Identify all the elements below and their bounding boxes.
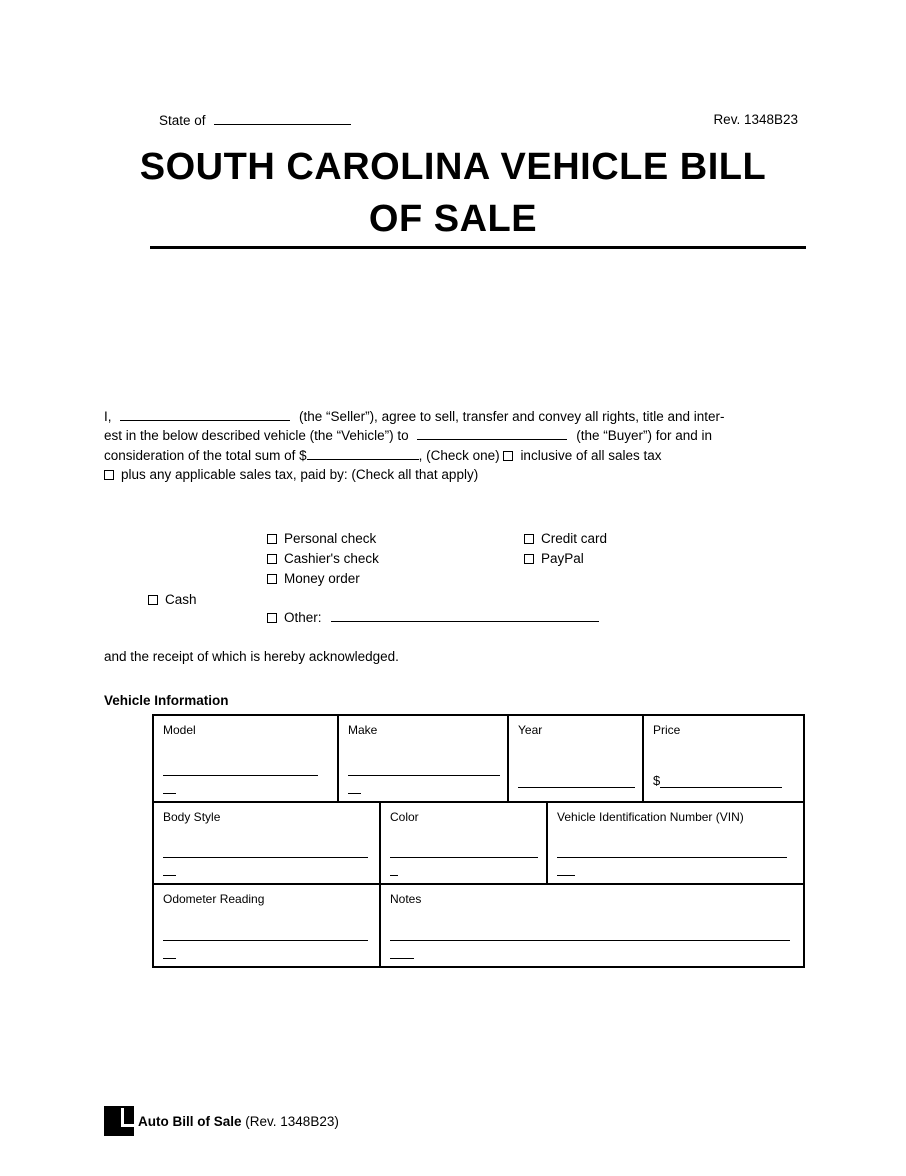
intro-line-1 [104, 407, 824, 426]
plus-sales-tax-checkbox[interactable] [104, 470, 114, 480]
odometer-label: Odometer Reading [163, 892, 265, 906]
vehicle-information-heading: Vehicle Information [104, 693, 229, 708]
make-label: Make [348, 723, 378, 737]
seller-name-fill-line[interactable] [120, 408, 290, 421]
vin-cell [548, 803, 803, 883]
notes-cell [381, 885, 803, 966]
table-row [154, 803, 803, 885]
inclusive-sales-tax-label: inclusive of all sales tax [520, 447, 662, 463]
buyer-name-fill-line[interactable] [417, 427, 567, 440]
model-fill-line[interactable] [163, 775, 318, 776]
cash-checkbox[interactable] [148, 595, 158, 605]
body-style-fill-line[interactable] [163, 857, 368, 858]
title-divider [150, 246, 806, 249]
state-of-line [159, 112, 351, 128]
credit-card-checkbox[interactable] [524, 534, 534, 544]
payment-option-cashiers-check [267, 551, 379, 566]
other-checkbox[interactable] [267, 613, 277, 623]
color-label: Color [390, 810, 419, 824]
intro-text: consideration of the total sum of $ [104, 447, 307, 463]
receipt-acknowledgment: and the receipt of which is hereby acknowledged. [104, 649, 399, 664]
price-fill-line[interactable] [660, 787, 782, 788]
price-cell [644, 716, 803, 801]
table-row [154, 885, 803, 966]
odometer-fill-line-2[interactable] [163, 958, 176, 959]
brand-logo-icon [104, 1106, 134, 1136]
year-cell [509, 716, 644, 801]
color-cell [381, 803, 548, 883]
notes-label: Notes [390, 892, 422, 906]
page-title-line2: OF SALE [368, 198, 538, 240]
inclusive-sales-tax-checkbox[interactable] [503, 451, 513, 461]
notes-fill-line[interactable] [390, 940, 790, 941]
body-style-fill-line-2[interactable] [163, 875, 176, 876]
vehicle-information-table [152, 714, 805, 968]
state-fill-line[interactable] [214, 112, 351, 125]
make-cell [339, 716, 509, 801]
intro-text: , (Check one) [418, 447, 500, 463]
year-label: Year [518, 723, 543, 737]
cashiers-check-label: Cashier's check [284, 551, 379, 566]
color-fill-line[interactable] [390, 857, 538, 858]
other-fill-line[interactable] [331, 609, 599, 622]
money-order-label: Money order [284, 571, 360, 586]
payment-option-personal-check [267, 531, 376, 546]
intro-text: (the “Seller”), agree to sell, transfer and convey all rights, title and inter- [299, 409, 725, 424]
payment-option-cash [148, 592, 197, 607]
intro-line-3 [104, 446, 824, 465]
odometer-cell [154, 885, 381, 966]
intro-line-2 [104, 426, 824, 445]
intro-line-4 [104, 465, 824, 484]
credit-card-label: Credit card [541, 531, 608, 546]
vin-label: Vehicle Identification Number (VIN) [557, 810, 744, 824]
table-row [154, 716, 803, 803]
footer-text [138, 1114, 339, 1129]
intro-paragraph [104, 407, 824, 485]
color-fill-line-2[interactable] [390, 875, 398, 876]
vin-fill-line[interactable] [557, 857, 787, 858]
revision-label: Rev. 1348B23 [713, 112, 798, 127]
year-fill-line[interactable] [518, 787, 635, 788]
price-dollar-sign: $ [653, 773, 661, 788]
make-fill-line[interactable] [348, 775, 500, 776]
paypal-label: PayPal [541, 551, 584, 566]
intro-text: est in the below described vehicle (the “Vehicle”) to [104, 428, 409, 444]
make-fill-line-2[interactable] [348, 793, 361, 794]
payment-option-money-order [267, 571, 360, 586]
model-cell [154, 716, 339, 801]
intro-text: I, [104, 409, 112, 424]
price-label: Price [653, 723, 681, 737]
payment-option-other [267, 609, 599, 625]
personal-check-label: Personal check [284, 531, 377, 546]
body-style-label: Body Style [163, 810, 221, 824]
model-fill-line-2[interactable] [163, 793, 176, 794]
model-label: Model [163, 723, 196, 737]
payment-option-credit-card [524, 531, 607, 546]
money-order-checkbox[interactable] [267, 574, 277, 584]
payment-methods [0, 525, 906, 635]
odometer-fill-line[interactable] [163, 940, 368, 941]
body-style-cell [154, 803, 381, 883]
payment-option-paypal [524, 551, 584, 566]
notes-fill-line-2[interactable] [390, 958, 414, 959]
page-title-line1: SOUTH CAROLINA VEHICLE BILL [139, 146, 767, 188]
state-of-label: State of [159, 113, 206, 128]
total-sum-fill-line[interactable] [307, 447, 419, 460]
footer-brand-name: Auto Bill of Sale [138, 1113, 242, 1129]
footer-revision: (Rev. 1348B23) [245, 1113, 339, 1129]
cashiers-check-checkbox[interactable] [267, 554, 277, 564]
other-label: Other: [284, 610, 322, 625]
cash-label: Cash [165, 592, 197, 607]
page-title [100, 141, 806, 245]
paypal-checkbox[interactable] [524, 554, 534, 564]
footer-brand [104, 1106, 339, 1136]
personal-check-checkbox[interactable] [267, 534, 277, 544]
vin-fill-line-2[interactable] [557, 875, 575, 876]
plus-sales-tax-label: plus any applicable sales tax, paid by: (Check all that apply) [121, 467, 479, 483]
intro-text: (the “Buyer”) for and in [576, 428, 713, 444]
